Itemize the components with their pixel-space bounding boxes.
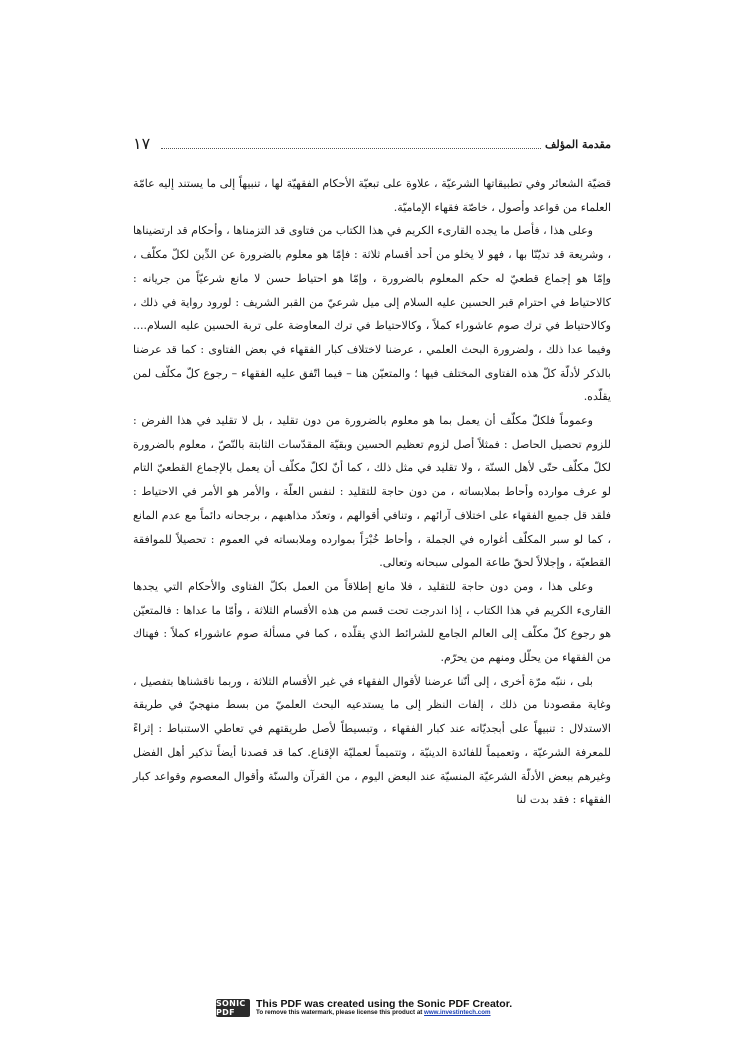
sonic-pdf-logo-icon: SONIC PDF	[216, 999, 250, 1017]
page-number: ١٧	[133, 134, 154, 153]
paragraph: وعلى هذا ، ومن دون حاجة للتقليد ، فلا مانع إطلاقاً من العمل بكلّ الفتاوى والأحكام التي يجدها القارىء الكريم في هذا الكتاب ، إذا اندرجت تحت قسم من هذه الأقسام الثلاثة ، وأمّا ما عداها : فالمتعيّن هو رجوع كلّ مكلّف إلى العالم الجامع للشرائط الذي يقلّده ، كما في مسألة صوم عاشوراء كملاً : فهناك من الفقهاء من يحلّل ومنهم من يحرّم.	[133, 579, 611, 665]
page-header	[133, 136, 611, 158]
paragraph: قضيّة الشعائر وفي تطبيقاتها الشرعيّة ، علاوة على تبعيّة الأحكام الفقهيّة لها ، تنبيهاً إلى ما يستند إليه عامّة العلماء من قواعد وأصول ، خاصّة فقهاء الإماميّة.	[133, 177, 611, 214]
paragraph: وعموماً فلكلّ مكلّف أن يعمل بما هو معلوم بالضرورة من دون تقليد ، بل لا تقليد في هذا الفرض : للزوم تحصيل الحاصل : فمثلاً أصل لزوم تعظيم الحسين وبقيّة المقدّسات الثابتة بالنّصّ ، معلوم بالضرورة لكلّ مكلّف حتّى لأهل السنّة ، ولا تقليد في مثل ذلك ، كما أنّ لكلّ مكلّف أن يعمل بالإجماع القطعيّ التام لو عرف موارده وأحاط بملابساته ، من دون حاجة للتقليد : لنفس العلّة ، والأمر هو الأمر في الاحتياط : فلقد قل جميع الفقهاء على اختلاف آرائهم ، وتنافي أقوالهم ، وتعدّد مذاهبهم ، برجحانه دائماً مع عدم المانع ، كما لو سبر المكلّف أغواره في الجملة ، وأحاط خُبْرَاً بموارده وملابساته في العموم : تحصيلاً للموافقة القطعيّة ، وإجلالاً لحقّ طاعة المولى سبحانه وتعالى.	[133, 414, 611, 570]
paragraph: بلى ، ننبّه مرّة أخرى ، إلى أنّنا عرضنا لأقوال الفقهاء في غير الأقسام الثلاثة ، وربما ناقشناها بتفصيل ، وغاية مقصودنا من ذلك ، إلفات النظر إلى ما يستدعيه البحث العلميّ من بسط منهجيّ في طريقة الاستدلال : تنبيهاً على أبجديّاته عند كبار الفقهاء ، وتبسيطاً لأصل طريقتهم في تعاطي الاستنباط : إثراءً للمعرفة الشرعيّة ، وتعميماً للفائدة الدينيّة ، وتتميماً لعمليّة الإقناع. كما قد قصدنا أيضاً تذكير أهل الفضل وغيرهم ببعض الأدلّة الشرعيّة المنسيّة عند البعض اليوم ، من القرآن والسنّة وأقوال المعصوم وقواعد كبار الفقهاء : فقد بدت لنا	[133, 674, 611, 807]
watermark-line-2	[256, 1010, 512, 1017]
running-title: مقدمة المؤلف	[541, 138, 611, 151]
header-leader-dots	[161, 148, 541, 149]
watermark-line-1: This PDF was created using the Sonic PDF Creator.	[256, 997, 513, 1010]
watermark-text	[256, 999, 512, 1017]
paragraph: وعلى هذا ، فأصل ما يجده القارىء الكريم في هذا الكتاب من فتاوى قد التزمناها ، وأحكام قد ارتضيناها ، وشريعة قد تديّنّا بها ، فهو لا يخلو من أحد أقسام ثلاثة : فإمّا هو معلوم بالضرورة عن الدِّين لكلّ مكلّف ، وإمّا هو إجماع قطعيّ له حكم المعلوم بالضرورة ، وإمّا هو احتياط حسن لا مانع شرعيّاً من جريانه : كالاحتياط في احترام قبر الحسين عليه السلام إلى ميل شرعيّ من القبر الشريف : لورود رواية في ذلك ، وكالاحتياط في ترك صوم عاشوراء كملاً ، وكالاحتياط في ترك المعاوضة على تربة الحسين عليه السلام.... وفيما عدا ذلك ، ولضرورة البحث العلمي ، عرضنا لاختلاف كبار الفقهاء في بعض الفتاوى : كما قد عرضنا بالذكر لأدلّة كلّ هذه الفتاوى المختلف فيها ؛ والمتعيّن هنا – فيما اتّفق عليه الفقهاء – رجوع كلّ مكلّف لمن يقلّده.	[133, 224, 611, 404]
watermark-link[interactable]: www.investintech.com	[424, 1009, 491, 1017]
pdf-watermark	[216, 997, 532, 1019]
body-text	[133, 172, 611, 812]
watermark-line-2-prefix: To remove this watermark, please license this product at	[256, 1009, 425, 1017]
